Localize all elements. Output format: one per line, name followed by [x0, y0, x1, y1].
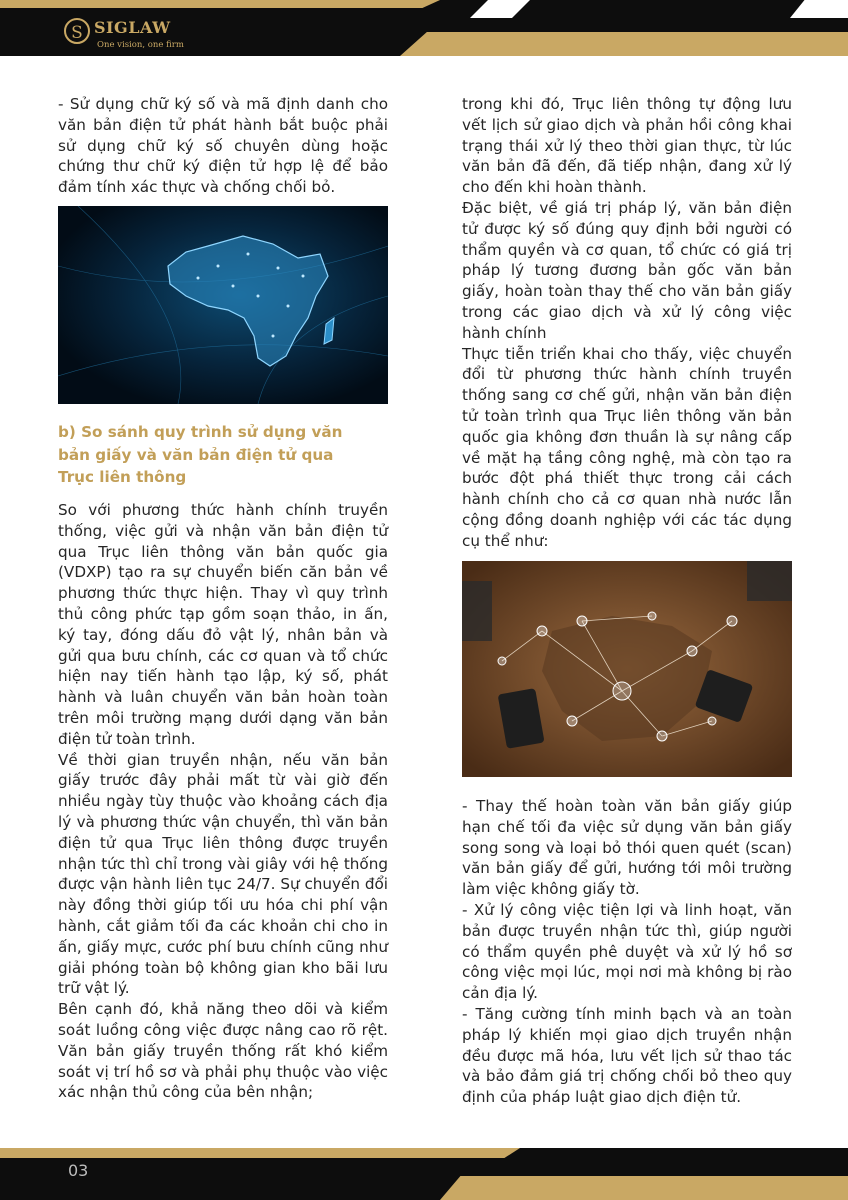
body-paragraph: Bên cạnh đó, khả năng theo dõi và kiểm soát luồng công việc được nâng cao rõ rệt. Văn bản giấy truyền thống rất khó kiểm soát vị trí hồ sơ và phải phụ thuộc vào việc xác nhận thủ công của bên nhận; — [58, 1000, 388, 1102]
intro-text: - Sử dụng chữ ký số và mã định danh cho văn bản điện tử phát hành bắt buộc phải sử dụng chữ ký số chuyên dùng hoặc chứng thư chữ ký điện tử hợp lệ để bảo đảm tính xác thực và chống chối bỏ. — [58, 95, 388, 197]
footer-gold-stripe-right — [440, 1176, 848, 1200]
left-body — [58, 500, 388, 1103]
brand-name: SIGLAW — [94, 18, 171, 37]
body-paragraph: Đặc biệt, về giá trị pháp lý, văn bản điện tử được ký số đúng quy định bởi người có thẩm quyền và cơ quan, tổ chức có giá trị pháp lý tương đương bản gốc văn bản giấy, hoàn toàn thay thế cho văn bản giấy trong các giao dịch và xử lý công việc hành chính — [462, 198, 792, 342]
body-paragraph: trong khi đó, Trục liên thông tự động lưu vết lịch sử giao dịch và phản hồi công khai trạng thái xử lý theo thời gian thực, từ lúc văn bản đã đến, đã tiếp nhận, đang xử lý cho đến khi hoàn thành. — [462, 95, 792, 197]
header-gold-stripe-left — [0, 0, 440, 8]
bullet-item: - Thay thế hoàn toàn văn bản giấy giúp hạn chế tối đa việc sử dụng văn bản giấy song song và loại bỏ thói quen quét (scan) văn bản giấy để gửi, hướng tới môi trường làm việc không giấy tờ. — [462, 797, 792, 899]
right-body-top — [462, 94, 792, 552]
intro-paragraph — [58, 94, 388, 198]
body-paragraph: Thực tiễn triển khai cho thấy, việc chuyển đổi từ phương thức hành chính truyền thống sang cơ chế gửi, nhận văn bản điện tử toàn trình qua Trục liên thông văn bản quốc gia không đơn thuần là sự nâng cấp về mặt hạ tầng công nghệ, mà còn tạo ra bước đột phá thiết thực trong cải cách hành chính cho cả cơ quan nhà nước lẫn cộng đồng doanh nghiệp với các tác dụng cụ thể như: — [462, 344, 792, 550]
network-table-image — [462, 561, 792, 777]
right-bullets — [462, 796, 792, 1108]
africa-network-image — [58, 206, 388, 404]
africa-map-icon — [58, 206, 388, 404]
bullet-item: - Xử lý công việc tiện lợi và linh hoạt, văn bản được truyền nhận tức thì, giúp người có thẩm quyền phê duyệt và xử lý hồ sơ công việc mọi lúc, mọi nơi mà không bị rào cản địa lý. — [462, 900, 792, 1003]
bullet-item: - Tăng cường tính minh bạch và an toàn pháp lý khiến mọi giao dịch truyền nhận đều được mã hóa, lưu vết lịch sử thao tác và bảo đảm giá trị chống chối bỏ theo quy định của pháp luật giao dịch điện tử. — [462, 1004, 792, 1107]
brand-tagline: One vision, one firm — [97, 40, 184, 50]
footer-gold-stripe-left — [0, 1148, 520, 1158]
body-paragraph: So với phương thức hành chính truyền thống, việc gửi và nhận văn bản điện tử qua Trục liên thông văn bản quốc gia (VDXP) tạo ra sự chuyển biến căn bản về phương thức thực hiện. Thay vì quy trình thủ công phức tạp gồm soạn thảo, in ấn, ký tay, đóng dấu đỏ vật lý, nhân bản và gửi qua bưu chính, các cơ quan và tổ chức hiện nay tiến hành tạo lập, ký số, phát hành và luân chuyển văn bản hoàn toàn trên môi trường mạng dưới dạng văn bản điện tử toàn trình. — [58, 501, 388, 748]
header-gold-stripe-right — [400, 32, 848, 56]
section-heading: b) So sánh quy trình sử dụng văn bản giấy và văn bản điện tử qua Trục liên thông — [58, 423, 343, 486]
network-map-icon — [462, 561, 792, 777]
page-number: 03 — [68, 1161, 89, 1180]
body-paragraph: Về thời gian truyền nhận, nếu văn bản giấy trước đây phải mất từ vài giờ đến nhiều ngày tùy thuộc vào khoảng cách địa lý và phương thức vận chuyển, thì văn bản điện tử qua Trục liên thông được truyền nhận tức thì chỉ trong vài giây với hệ thống được vận hành liên tục 24/7. Sự chuyển đổi này đồng thời giúp tối ưu hóa chi phí vận hành, cắt giảm tối đa các khoản chi cho in ấn, giấy mực, cước phí bưu chính cũng như giải phóng toàn bộ không gian kho bãi lưu trữ vật lý. — [58, 750, 388, 998]
logo-icon: S — [64, 18, 90, 44]
